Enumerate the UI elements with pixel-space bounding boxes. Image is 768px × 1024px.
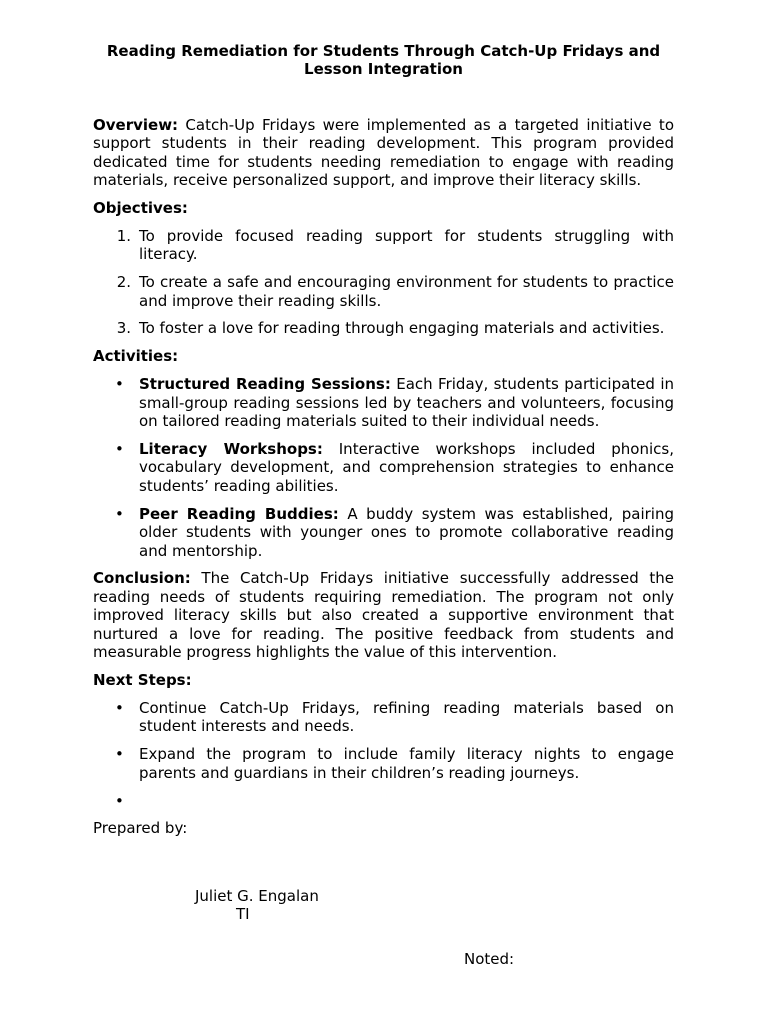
activities-list [93,375,674,560]
bullet-icon: • [115,698,124,717]
document-body [93,42,674,838]
activity-label: Structured Reading Sessions: [139,375,391,394]
activity-item [93,505,674,560]
activity-item [93,375,674,430]
objective-text: To provide focused reading support for students struggling with literacy. [139,226,674,264]
next-step-item [93,745,674,782]
overview-paragraph [93,116,674,190]
bullet-icon: • [115,745,124,764]
objective-number: 1. [116,226,131,245]
objectives-heading: Objectives: [93,198,188,217]
signer-name: Juliet G. Engalan [195,887,319,905]
prepared-by-label: Prepared by: [93,819,188,838]
objective-item [93,273,674,310]
activities-heading: Activities: [93,347,179,366]
activity-item [93,440,674,495]
bullet-icon: • [115,375,124,394]
activity-text: Interactive workshops included phonics, vocabulary development, and comprehension strategies to enhance students’ reading abilities. [139,440,674,495]
signer-role: TI [236,905,250,923]
next-step-item [93,699,674,736]
bullet-icon: • [115,791,124,810]
next-steps-heading: Next Steps: [93,670,192,689]
activity-text: A buddy system was established, pairing older students with younger ones to promote collaborative reading and mentorship. [139,504,674,560]
objective-number: 3. [116,319,131,338]
next-step-text: Continue Catch-Up Fridays, refining reading materials based on student interests and needs. [139,698,674,736]
overview-text: Catch-Up Fridays were implemented as a targeted initiative to support students in their reading development. This program provided dedicated time for students needing remediation to engage with reading materials, receive personalized support, and improve their literacy skills. [93,115,674,190]
activity-label: Peer Reading Buddies: [139,504,339,523]
objective-number: 2. [116,273,131,292]
bullet-icon: • [115,440,124,458]
activity-label: Literacy Workshops: [139,440,323,458]
conclusion-label: Conclusion: [93,569,191,588]
objective-item [93,227,674,264]
conclusion-text: The Catch-Up Fridays initiative successfully addressed the reading needs of students requiring remediation. The program not only improved literacy skills but also created a supportive environment that nurtured a love for reading. The positive feedback from students and measurable progress highlights the value of this intervention. [93,569,674,662]
conclusion-paragraph [93,569,674,661]
next-step-item-empty [93,792,674,810]
next-steps-list [93,699,674,810]
objective-text: To create a safe and encouraging environment for students to practice and improve their reading skills. [139,273,674,310]
objectives-list [93,227,674,338]
overview-label: Overview: [93,115,179,134]
bullet-icon: • [115,504,124,523]
objective-item [93,319,674,337]
objective-text: To foster a love for reading through engaging materials and activities. [139,319,665,338]
document-title: Reading Remediation for Students Through Catch-Up Fridays and Lesson Integration [106,42,661,79]
noted-label: Noted: [464,950,515,968]
activity-text: Each Friday, students participated in small-group reading sessions led by teachers and volunteers, focusing on tailored reading materials suited to their individual needs. [139,375,674,431]
next-step-text: Expand the program to include family literacy nights to engage parents and guardians in their children’s reading journeys. [139,745,674,782]
